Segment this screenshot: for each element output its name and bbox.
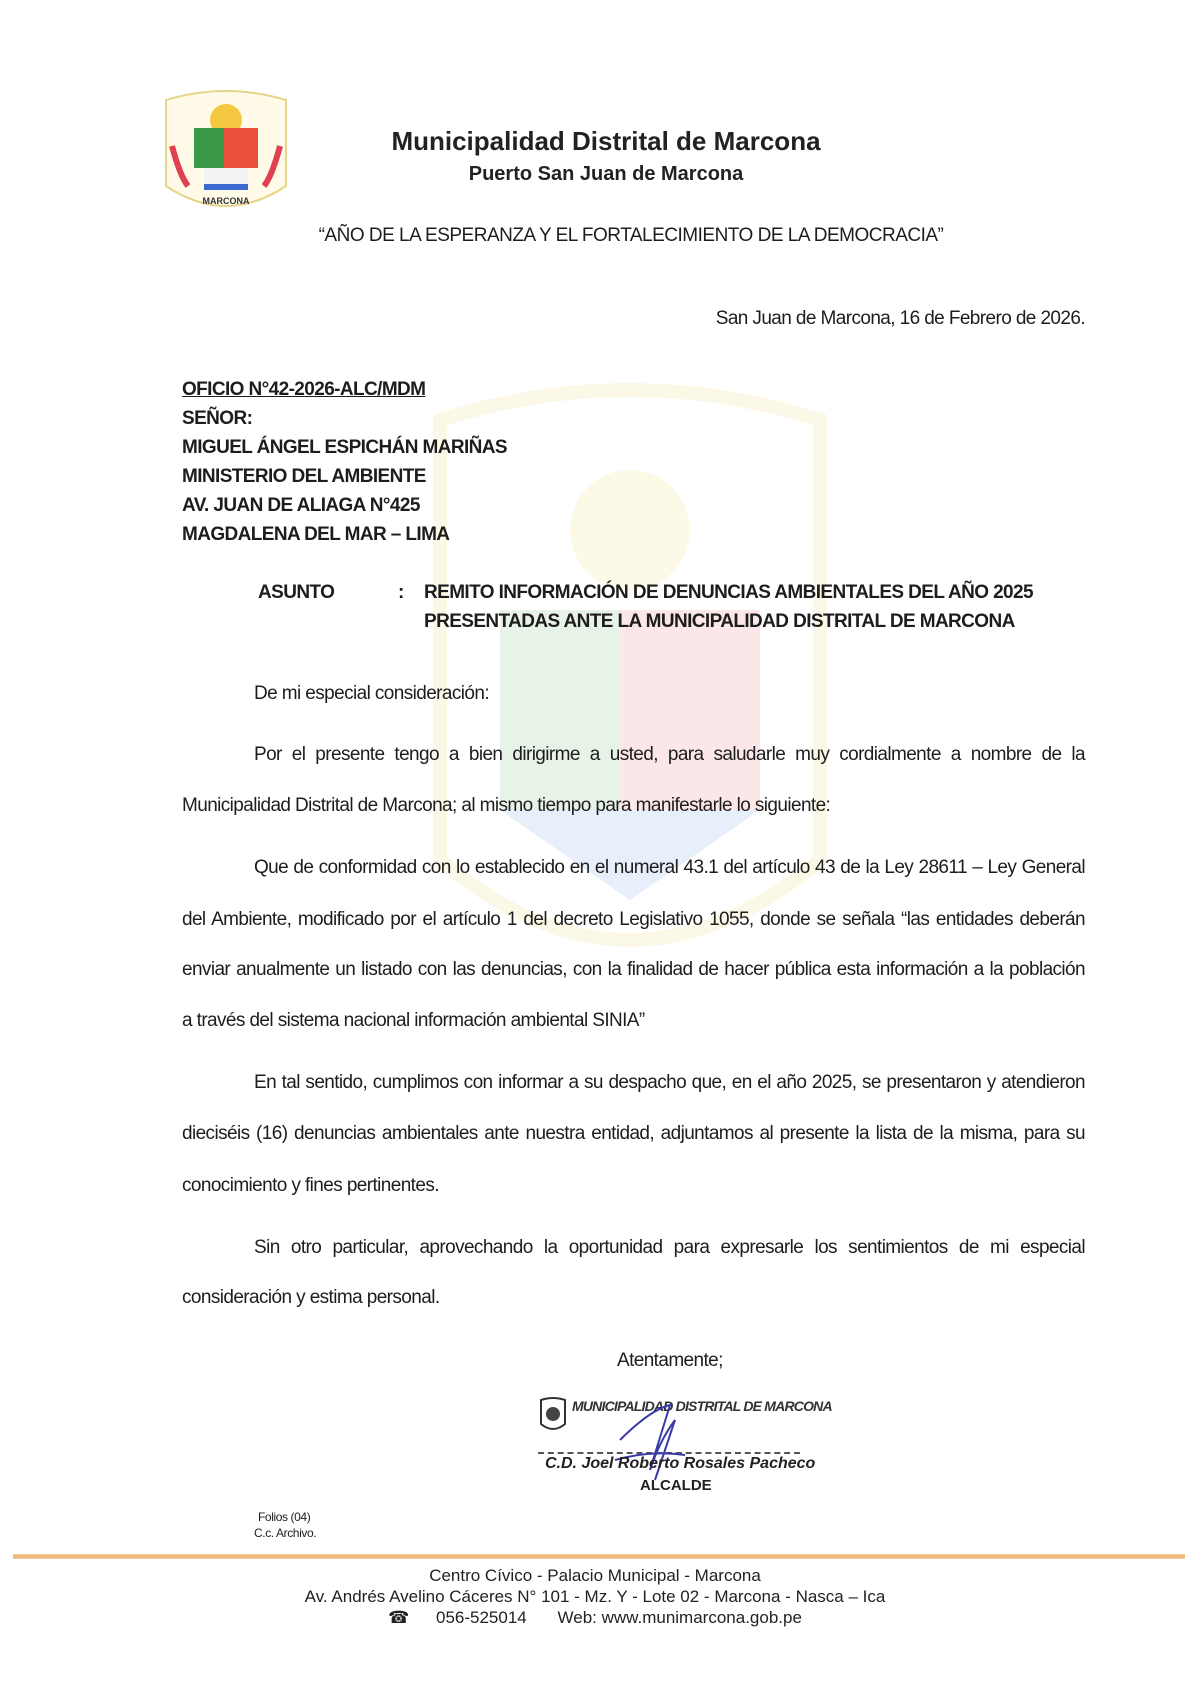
cc-note: C.c. Archivo. (254, 1526, 317, 1540)
greeting: De mi especial consideración: (254, 683, 489, 704)
closing: Atentamente; (617, 1350, 723, 1371)
paragraph-line: conocimiento y fines pertinentes. (182, 1175, 439, 1196)
stamp-text: MUNICIPALIDAD DISTRITAL DE MARCONA (572, 1398, 832, 1414)
footer-contact (0, 1608, 1190, 1628)
paragraph-line: consideración y estima personal. (182, 1287, 440, 1308)
asunto-colon: : (398, 582, 404, 603)
recipient-line: AV. JUAN DE ALIAGA N°425 (182, 495, 420, 516)
asunto-line: REMITO INFORMACIÓN DE DENUNCIAS AMBIENTALES DEL AÑO 2025 (424, 582, 1033, 603)
footer-phone: 056-525014 (436, 1608, 527, 1627)
year-motto: “AÑO DE LA ESPERANZA Y EL FORTALECIMIENTO DE LA DEMOCRACIA” (318, 225, 944, 246)
paragraph-line: dieciséis (16) denuncias ambientales ante nuestra entidad, adjuntamos al presente la lista de la misma, para su (182, 1123, 1085, 1144)
footer-address-1: Centro Cívico - Palacio Municipal - Marcona (429, 1566, 761, 1585)
paragraph-line: Sin otro particular, aprovechando la oportunidad para expresarle los sentimientos de mi especial (254, 1237, 1085, 1258)
paragraph-line: enviar anualmente un listado con las denuncias, con la finalidad de hacer pública esta información a la población (182, 959, 1085, 980)
signatory-role: ALCALDE (640, 1477, 712, 1494)
paragraph-line: a través del sistema nacional información ambiental SINIA” (182, 1010, 645, 1031)
asunto-label: ASUNTO (258, 582, 335, 603)
stamp-crest-icon (539, 1396, 567, 1434)
folios-note: Folios (04) (258, 1510, 311, 1524)
recipient-line: SEÑOR: (182, 408, 253, 429)
watermark-crest (420, 380, 840, 1040)
letter-date: San Juan de Marcona, 16 de Febrero de 2026. (715, 308, 1085, 329)
footer-address-2: Av. Andrés Avelino Cáceres N° 101 - Mz. Y - Lote 02 - Marcona - Nasca – Ica (304, 1587, 886, 1606)
municipal-crest-logo (160, 86, 292, 218)
paragraph-line: Por el presente tengo a bien dirigirme a usted, para saludarle muy cordialmente a nombre de la (254, 744, 1085, 765)
footer-web[interactable]: Web: www.munimarcona.gob.pe (557, 1608, 802, 1627)
oficio-number: OFICIO N°42-2026-ALC/MDM (182, 379, 426, 400)
footer-rule (13, 1554, 1185, 1559)
paragraph-line: Municipalidad Distrital de Marcona; al mismo tiempo para manifestarle lo siguiente: (182, 795, 831, 816)
municipality-subtitle: Puerto San Juan de Marcona (468, 163, 744, 185)
recipient-line: MIGUEL ÁNGEL ESPICHÁN MARIÑAS (182, 437, 507, 458)
recipient-line: MAGDALENA DEL MAR – LIMA (182, 524, 450, 545)
signatory-name: C.D. Joel Roberto Rosales Pacheco (545, 1455, 816, 1472)
recipient-line: MINISTERIO DEL AMBIENTE (182, 466, 426, 487)
paragraph-line: del Ambiente, modificado por el artículo 1 del decreto Legislativo 1055, donde se señala “las entidades deberán (182, 909, 1085, 930)
municipality-title: Municipalidad Distrital de Marcona (391, 126, 821, 156)
paragraph-line: Que de conformidad con lo establecido en el numeral 43.1 del artículo 43 de la Ley 28611 – Ley General (254, 857, 1085, 878)
svg-text:MARCONA: MARCONA (202, 196, 250, 206)
asunto-line: PRESENTADAS ANTE LA MUNICIPALIDAD DISTRITAL DE MARCONA (424, 611, 1015, 632)
paragraph-line: En tal sentido, cumplimos con informar a su despacho que, en el año 2025, se presentaron y atendieron (254, 1072, 1085, 1093)
telephone-icon: ☎ (388, 1608, 410, 1627)
